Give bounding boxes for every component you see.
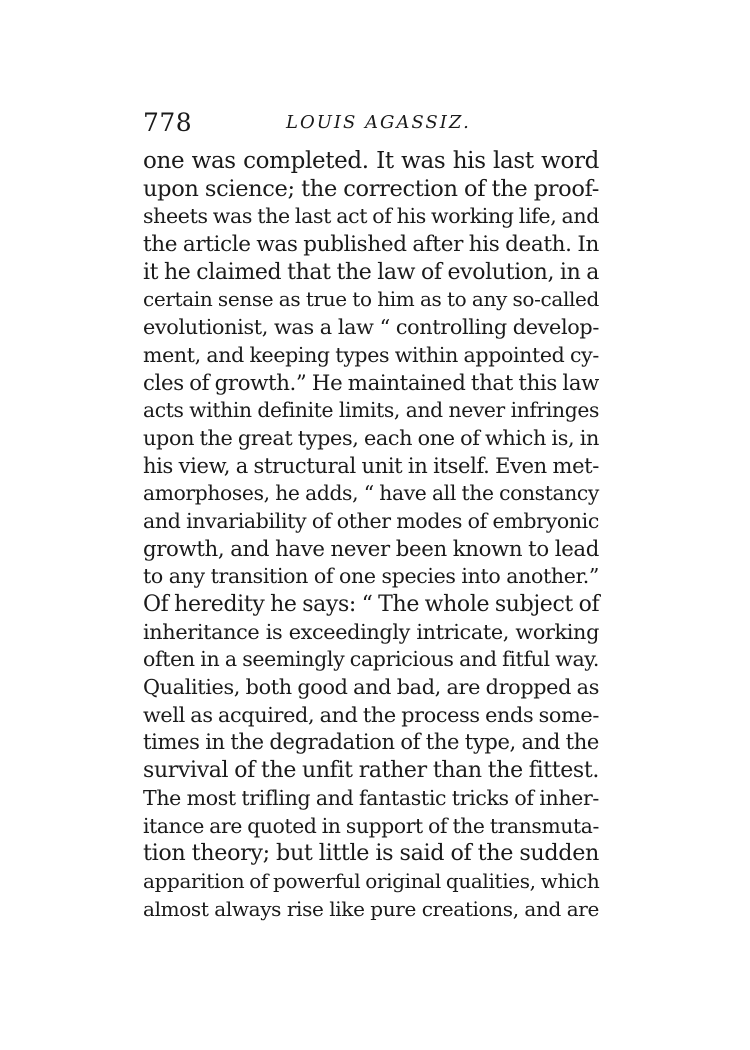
text-line: cles of growth.” He maintained that this law [143, 370, 599, 396]
text-line: the article was published after his death. In [143, 232, 599, 258]
text-line: his view, a structural unit in itself. Even met- [143, 453, 599, 478]
text-line: one was completed. It was his last word [143, 148, 599, 174]
text-line: apparition of powerful original qualities, which [143, 868, 600, 893]
text-line: The most trifling and fantastic tricks of inher- [143, 785, 599, 810]
text-line: tion theory; but little is said of the sudden [143, 840, 599, 867]
body-text [143, 148, 599, 923]
text-line: often in a seemingly capricious and fitful way. [143, 647, 599, 672]
text-line: Of heredity he says: “ The whole subject of [143, 592, 600, 617]
text-line: it he claimed that the law of evolution, in a [143, 259, 599, 285]
text-line: well as acquired, and the process ends some- [143, 702, 599, 727]
text-line: certain sense as true to him as to any so-called [143, 287, 599, 312]
text-line: evolutionist, was a law “ controlling develop- [143, 315, 599, 340]
text-line: inheritance is exceedingly intricate, working [143, 619, 599, 644]
text-line: times in the degradation of the type, and the [143, 730, 599, 755]
text-line: survival of the unfit rather than the fittest. [143, 758, 599, 784]
text-line: Qualities, both good and bad, are dropped as [143, 675, 599, 700]
text-line: amorphoses, he adds, “ have all the constancy [143, 481, 599, 506]
text-line: ment, and keeping types within appointed cy- [143, 342, 599, 367]
text-line: to any transition of one species into another.” [143, 564, 599, 589]
text-line: acts within definite limits, and never infringes [143, 398, 599, 423]
text-line: sheets was the last act of his working life, and [143, 204, 600, 229]
text-line: almost always rise like pure creations, and are [143, 896, 599, 921]
text-line: growth, and have never been known to lead [143, 536, 599, 562]
text-line: itance are quoted in support of the transmuta- [143, 813, 599, 838]
page-number: 778 [143, 108, 193, 137]
running-head [143, 108, 603, 142]
running-title: LOUIS AGASSIZ. [286, 112, 471, 133]
text-line: and invariability of other modes of embryonic [143, 508, 599, 533]
text-line: upon the great types, each one of which is, in [143, 425, 599, 450]
text-line: upon science; the correction of the proof- [143, 175, 599, 202]
